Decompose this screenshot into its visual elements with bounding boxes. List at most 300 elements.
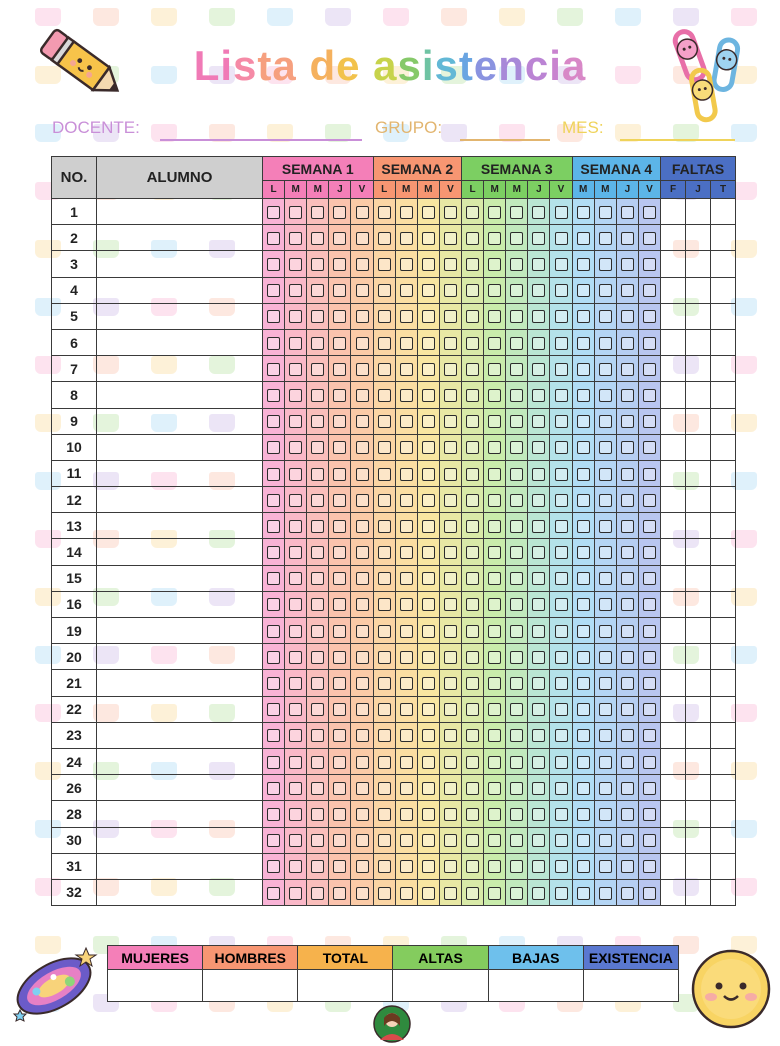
- attendance-checkbox[interactable]: [311, 703, 324, 716]
- attendance-checkbox[interactable]: [577, 546, 590, 559]
- student-name-cell[interactable]: [97, 801, 263, 827]
- attendance-checkbox[interactable]: [378, 258, 391, 271]
- attendance-checkbox[interactable]: [422, 206, 435, 219]
- attendance-checkbox[interactable]: [466, 206, 479, 219]
- attendance-checkbox[interactable]: [422, 782, 435, 795]
- attendance-checkbox[interactable]: [422, 520, 435, 533]
- faltas-cell[interactable]: [661, 827, 686, 853]
- attendance-checkbox[interactable]: [621, 546, 634, 559]
- attendance-checkbox[interactable]: [289, 232, 302, 245]
- student-name-cell[interactable]: [97, 408, 263, 434]
- attendance-checkbox[interactable]: [400, 310, 413, 323]
- attendance-checkbox[interactable]: [466, 258, 479, 271]
- attendance-checkbox[interactable]: [488, 258, 501, 271]
- attendance-checkbox[interactable]: [422, 808, 435, 821]
- attendance-checkbox[interactable]: [488, 860, 501, 873]
- attendance-checkbox[interactable]: [356, 598, 369, 611]
- attendance-checkbox[interactable]: [333, 782, 346, 795]
- attendance-checkbox[interactable]: [488, 232, 501, 245]
- attendance-checkbox[interactable]: [267, 494, 280, 507]
- attendance-checkbox[interactable]: [621, 389, 634, 402]
- attendance-checkbox[interactable]: [643, 441, 656, 454]
- attendance-checkbox[interactable]: [488, 494, 501, 507]
- attendance-checkbox[interactable]: [444, 729, 457, 742]
- faltas-cell[interactable]: [686, 251, 711, 277]
- attendance-checkbox[interactable]: [400, 808, 413, 821]
- attendance-checkbox[interactable]: [466, 808, 479, 821]
- attendance-checkbox[interactable]: [289, 441, 302, 454]
- attendance-checkbox[interactable]: [466, 834, 479, 847]
- attendance-checkbox[interactable]: [267, 756, 280, 769]
- attendance-checkbox[interactable]: [599, 206, 612, 219]
- attendance-checkbox[interactable]: [422, 494, 435, 507]
- attendance-checkbox[interactable]: [532, 860, 545, 873]
- attendance-checkbox[interactable]: [289, 756, 302, 769]
- attendance-checkbox[interactable]: [356, 625, 369, 638]
- attendance-checkbox[interactable]: [444, 232, 457, 245]
- faltas-cell[interactable]: [686, 329, 711, 355]
- attendance-checkbox[interactable]: [621, 860, 634, 873]
- attendance-checkbox[interactable]: [466, 703, 479, 716]
- attendance-checkbox[interactable]: [621, 625, 634, 638]
- attendance-checkbox[interactable]: [599, 677, 612, 690]
- attendance-checkbox[interactable]: [577, 572, 590, 585]
- attendance-checkbox[interactable]: [333, 206, 346, 219]
- attendance-checkbox[interactable]: [333, 258, 346, 271]
- attendance-checkbox[interactable]: [532, 703, 545, 716]
- attendance-checkbox[interactable]: [356, 468, 369, 481]
- attendance-checkbox[interactable]: [599, 834, 612, 847]
- student-name-cell[interactable]: [97, 460, 263, 486]
- attendance-checkbox[interactable]: [577, 756, 590, 769]
- attendance-checkbox[interactable]: [466, 860, 479, 873]
- attendance-checkbox[interactable]: [400, 651, 413, 664]
- attendance-checkbox[interactable]: [356, 782, 369, 795]
- attendance-checkbox[interactable]: [577, 729, 590, 742]
- faltas-cell[interactable]: [686, 303, 711, 329]
- attendance-checkbox[interactable]: [356, 310, 369, 323]
- attendance-checkbox[interactable]: [444, 625, 457, 638]
- attendance-checkbox[interactable]: [311, 520, 324, 533]
- attendance-checkbox[interactable]: [333, 677, 346, 690]
- attendance-checkbox[interactable]: [621, 415, 634, 428]
- attendance-checkbox[interactable]: [333, 625, 346, 638]
- attendance-checkbox[interactable]: [311, 468, 324, 481]
- attendance-checkbox[interactable]: [643, 363, 656, 376]
- attendance-checkbox[interactable]: [444, 887, 457, 900]
- faltas-cell[interactable]: [711, 670, 736, 696]
- attendance-checkbox[interactable]: [378, 860, 391, 873]
- attendance-checkbox[interactable]: [444, 363, 457, 376]
- attendance-checkbox[interactable]: [488, 729, 501, 742]
- attendance-checkbox[interactable]: [333, 284, 346, 297]
- attendance-checkbox[interactable]: [532, 284, 545, 297]
- attendance-checkbox[interactable]: [621, 337, 634, 350]
- attendance-checkbox[interactable]: [510, 441, 523, 454]
- attendance-checkbox[interactable]: [311, 363, 324, 376]
- attendance-checkbox[interactable]: [577, 834, 590, 847]
- attendance-checkbox[interactable]: [510, 284, 523, 297]
- attendance-checkbox[interactable]: [311, 337, 324, 350]
- attendance-checkbox[interactable]: [422, 651, 435, 664]
- faltas-cell[interactable]: [711, 879, 736, 905]
- attendance-checkbox[interactable]: [267, 651, 280, 664]
- attendance-checkbox[interactable]: [378, 703, 391, 716]
- attendance-checkbox[interactable]: [289, 494, 302, 507]
- faltas-cell[interactable]: [686, 539, 711, 565]
- attendance-checkbox[interactable]: [356, 834, 369, 847]
- attendance-checkbox[interactable]: [488, 468, 501, 481]
- faltas-cell[interactable]: [686, 748, 711, 774]
- faltas-cell[interactable]: [661, 487, 686, 513]
- attendance-checkbox[interactable]: [621, 441, 634, 454]
- attendance-checkbox[interactable]: [311, 598, 324, 611]
- attendance-checkbox[interactable]: [643, 572, 656, 585]
- attendance-checkbox[interactable]: [289, 363, 302, 376]
- attendance-checkbox[interactable]: [599, 415, 612, 428]
- faltas-cell[interactable]: [711, 722, 736, 748]
- attendance-checkbox[interactable]: [378, 389, 391, 402]
- attendance-checkbox[interactable]: [422, 441, 435, 454]
- attendance-checkbox[interactable]: [599, 337, 612, 350]
- faltas-cell[interactable]: [661, 303, 686, 329]
- attendance-checkbox[interactable]: [311, 887, 324, 900]
- attendance-checkbox[interactable]: [444, 598, 457, 611]
- attendance-checkbox[interactable]: [621, 887, 634, 900]
- student-name-cell[interactable]: [97, 853, 263, 879]
- attendance-checkbox[interactable]: [444, 284, 457, 297]
- attendance-checkbox[interactable]: [555, 703, 568, 716]
- attendance-checkbox[interactable]: [621, 834, 634, 847]
- attendance-checkbox[interactable]: [643, 729, 656, 742]
- attendance-checkbox[interactable]: [311, 415, 324, 428]
- attendance-checkbox[interactable]: [510, 389, 523, 402]
- attendance-checkbox[interactable]: [311, 808, 324, 821]
- attendance-checkbox[interactable]: [532, 572, 545, 585]
- student-name-cell[interactable]: [97, 513, 263, 539]
- attendance-checkbox[interactable]: [488, 520, 501, 533]
- mes-field[interactable]: [620, 139, 735, 141]
- attendance-checkbox[interactable]: [422, 232, 435, 245]
- student-name-cell[interactable]: [97, 356, 263, 382]
- attendance-checkbox[interactable]: [577, 232, 590, 245]
- attendance-checkbox[interactable]: [289, 834, 302, 847]
- faltas-cell[interactable]: [661, 251, 686, 277]
- attendance-checkbox[interactable]: [510, 415, 523, 428]
- attendance-checkbox[interactable]: [333, 494, 346, 507]
- attendance-checkbox[interactable]: [333, 703, 346, 716]
- attendance-checkbox[interactable]: [510, 729, 523, 742]
- attendance-checkbox[interactable]: [510, 232, 523, 245]
- attendance-checkbox[interactable]: [378, 363, 391, 376]
- attendance-checkbox[interactable]: [400, 782, 413, 795]
- attendance-checkbox[interactable]: [532, 415, 545, 428]
- attendance-checkbox[interactable]: [378, 441, 391, 454]
- attendance-checkbox[interactable]: [577, 415, 590, 428]
- attendance-checkbox[interactable]: [422, 572, 435, 585]
- attendance-checkbox[interactable]: [356, 703, 369, 716]
- attendance-checkbox[interactable]: [333, 415, 346, 428]
- attendance-checkbox[interactable]: [422, 389, 435, 402]
- faltas-cell[interactable]: [686, 356, 711, 382]
- attendance-checkbox[interactable]: [510, 756, 523, 769]
- attendance-checkbox[interactable]: [289, 860, 302, 873]
- attendance-checkbox[interactable]: [466, 651, 479, 664]
- faltas-cell[interactable]: [686, 513, 711, 539]
- attendance-checkbox[interactable]: [378, 546, 391, 559]
- attendance-checkbox[interactable]: [289, 808, 302, 821]
- attendance-checkbox[interactable]: [510, 651, 523, 664]
- faltas-cell[interactable]: [686, 277, 711, 303]
- faltas-cell[interactable]: [686, 644, 711, 670]
- attendance-checkbox[interactable]: [599, 232, 612, 245]
- student-name-cell[interactable]: [97, 277, 263, 303]
- faltas-cell[interactable]: [661, 329, 686, 355]
- attendance-checkbox[interactable]: [555, 441, 568, 454]
- attendance-checkbox[interactable]: [333, 598, 346, 611]
- attendance-checkbox[interactable]: [422, 625, 435, 638]
- attendance-checkbox[interactable]: [400, 494, 413, 507]
- attendance-checkbox[interactable]: [422, 834, 435, 847]
- attendance-checkbox[interactable]: [555, 834, 568, 847]
- faltas-cell[interactable]: [711, 539, 736, 565]
- faltas-cell[interactable]: [661, 408, 686, 434]
- attendance-checkbox[interactable]: [378, 494, 391, 507]
- attendance-checkbox[interactable]: [555, 468, 568, 481]
- attendance-checkbox[interactable]: [333, 520, 346, 533]
- attendance-checkbox[interactable]: [289, 468, 302, 481]
- faltas-cell[interactable]: [686, 199, 711, 225]
- attendance-checkbox[interactable]: [400, 468, 413, 481]
- attendance-checkbox[interactable]: [488, 572, 501, 585]
- attendance-checkbox[interactable]: [488, 363, 501, 376]
- attendance-checkbox[interactable]: [621, 677, 634, 690]
- attendance-checkbox[interactable]: [267, 808, 280, 821]
- attendance-checkbox[interactable]: [532, 651, 545, 664]
- attendance-checkbox[interactable]: [577, 468, 590, 481]
- attendance-checkbox[interactable]: [643, 677, 656, 690]
- attendance-checkbox[interactable]: [643, 625, 656, 638]
- attendance-checkbox[interactable]: [422, 677, 435, 690]
- faltas-cell[interactable]: [711, 329, 736, 355]
- attendance-checkbox[interactable]: [466, 782, 479, 795]
- attendance-checkbox[interactable]: [378, 206, 391, 219]
- attendance-checkbox[interactable]: [643, 834, 656, 847]
- faltas-cell[interactable]: [661, 199, 686, 225]
- faltas-cell[interactable]: [661, 460, 686, 486]
- faltas-cell[interactable]: [661, 277, 686, 303]
- attendance-checkbox[interactable]: [267, 598, 280, 611]
- attendance-checkbox[interactable]: [532, 389, 545, 402]
- attendance-checkbox[interactable]: [488, 887, 501, 900]
- attendance-checkbox[interactable]: [378, 284, 391, 297]
- attendance-checkbox[interactable]: [289, 258, 302, 271]
- faltas-cell[interactable]: [661, 513, 686, 539]
- attendance-checkbox[interactable]: [400, 258, 413, 271]
- attendance-checkbox[interactable]: [444, 703, 457, 716]
- attendance-checkbox[interactable]: [311, 494, 324, 507]
- attendance-checkbox[interactable]: [356, 232, 369, 245]
- student-name-cell[interactable]: [97, 879, 263, 905]
- attendance-checkbox[interactable]: [333, 756, 346, 769]
- attendance-checkbox[interactable]: [289, 572, 302, 585]
- attendance-checkbox[interactable]: [599, 729, 612, 742]
- attendance-checkbox[interactable]: [599, 808, 612, 821]
- summary-value-cell[interactable]: [298, 970, 393, 1002]
- faltas-cell[interactable]: [661, 539, 686, 565]
- faltas-cell[interactable]: [661, 644, 686, 670]
- attendance-checkbox[interactable]: [643, 782, 656, 795]
- attendance-checkbox[interactable]: [444, 389, 457, 402]
- attendance-checkbox[interactable]: [289, 729, 302, 742]
- faltas-cell[interactable]: [661, 382, 686, 408]
- attendance-checkbox[interactable]: [510, 887, 523, 900]
- attendance-checkbox[interactable]: [488, 756, 501, 769]
- attendance-checkbox[interactable]: [289, 625, 302, 638]
- attendance-checkbox[interactable]: [400, 389, 413, 402]
- attendance-checkbox[interactable]: [510, 258, 523, 271]
- attendance-checkbox[interactable]: [311, 441, 324, 454]
- attendance-checkbox[interactable]: [555, 415, 568, 428]
- attendance-checkbox[interactable]: [444, 415, 457, 428]
- attendance-checkbox[interactable]: [466, 389, 479, 402]
- attendance-checkbox[interactable]: [289, 677, 302, 690]
- attendance-checkbox[interactable]: [333, 887, 346, 900]
- attendance-checkbox[interactable]: [643, 598, 656, 611]
- attendance-checkbox[interactable]: [289, 782, 302, 795]
- attendance-checkbox[interactable]: [488, 441, 501, 454]
- attendance-checkbox[interactable]: [267, 415, 280, 428]
- faltas-cell[interactable]: [661, 853, 686, 879]
- attendance-checkbox[interactable]: [466, 729, 479, 742]
- faltas-cell[interactable]: [711, 775, 736, 801]
- faltas-cell[interactable]: [686, 434, 711, 460]
- faltas-cell[interactable]: [686, 382, 711, 408]
- attendance-checkbox[interactable]: [267, 860, 280, 873]
- attendance-checkbox[interactable]: [488, 651, 501, 664]
- faltas-cell[interactable]: [686, 696, 711, 722]
- attendance-checkbox[interactable]: [488, 625, 501, 638]
- faltas-cell[interactable]: [711, 225, 736, 251]
- attendance-checkbox[interactable]: [400, 441, 413, 454]
- faltas-cell[interactable]: [661, 879, 686, 905]
- attendance-checkbox[interactable]: [267, 441, 280, 454]
- faltas-cell[interactable]: [711, 513, 736, 539]
- attendance-checkbox[interactable]: [577, 677, 590, 690]
- attendance-checkbox[interactable]: [599, 389, 612, 402]
- attendance-checkbox[interactable]: [599, 887, 612, 900]
- faltas-cell[interactable]: [711, 408, 736, 434]
- attendance-checkbox[interactable]: [555, 651, 568, 664]
- attendance-checkbox[interactable]: [466, 337, 479, 350]
- attendance-checkbox[interactable]: [510, 677, 523, 690]
- attendance-checkbox[interactable]: [400, 860, 413, 873]
- attendance-checkbox[interactable]: [356, 651, 369, 664]
- attendance-checkbox[interactable]: [510, 363, 523, 376]
- attendance-checkbox[interactable]: [267, 729, 280, 742]
- attendance-checkbox[interactable]: [311, 651, 324, 664]
- attendance-checkbox[interactable]: [400, 729, 413, 742]
- attendance-checkbox[interactable]: [267, 363, 280, 376]
- attendance-checkbox[interactable]: [555, 546, 568, 559]
- faltas-cell[interactable]: [661, 748, 686, 774]
- faltas-cell[interactable]: [686, 618, 711, 644]
- attendance-checkbox[interactable]: [532, 441, 545, 454]
- attendance-checkbox[interactable]: [577, 808, 590, 821]
- student-name-cell[interactable]: [97, 329, 263, 355]
- attendance-checkbox[interactable]: [621, 310, 634, 323]
- attendance-checkbox[interactable]: [400, 363, 413, 376]
- attendance-checkbox[interactable]: [555, 520, 568, 533]
- attendance-checkbox[interactable]: [444, 782, 457, 795]
- attendance-checkbox[interactable]: [510, 834, 523, 847]
- attendance-checkbox[interactable]: [267, 546, 280, 559]
- attendance-checkbox[interactable]: [444, 808, 457, 821]
- attendance-checkbox[interactable]: [333, 546, 346, 559]
- attendance-checkbox[interactable]: [599, 651, 612, 664]
- faltas-cell[interactable]: [711, 618, 736, 644]
- attendance-checkbox[interactable]: [378, 625, 391, 638]
- attendance-checkbox[interactable]: [599, 598, 612, 611]
- attendance-checkbox[interactable]: [444, 834, 457, 847]
- attendance-checkbox[interactable]: [532, 363, 545, 376]
- attendance-checkbox[interactable]: [311, 258, 324, 271]
- attendance-checkbox[interactable]: [510, 546, 523, 559]
- attendance-checkbox[interactable]: [333, 808, 346, 821]
- attendance-checkbox[interactable]: [356, 258, 369, 271]
- attendance-checkbox[interactable]: [510, 598, 523, 611]
- attendance-checkbox[interactable]: [289, 598, 302, 611]
- attendance-checkbox[interactable]: [532, 782, 545, 795]
- student-name-cell[interactable]: [97, 225, 263, 251]
- attendance-checkbox[interactable]: [333, 337, 346, 350]
- attendance-checkbox[interactable]: [599, 546, 612, 559]
- attendance-checkbox[interactable]: [333, 441, 346, 454]
- attendance-checkbox[interactable]: [444, 310, 457, 323]
- faltas-cell[interactable]: [711, 251, 736, 277]
- attendance-checkbox[interactable]: [333, 363, 346, 376]
- attendance-checkbox[interactable]: [378, 310, 391, 323]
- attendance-checkbox[interactable]: [643, 860, 656, 873]
- attendance-checkbox[interactable]: [577, 703, 590, 716]
- attendance-checkbox[interactable]: [333, 310, 346, 323]
- attendance-checkbox[interactable]: [643, 232, 656, 245]
- attendance-checkbox[interactable]: [599, 494, 612, 507]
- attendance-checkbox[interactable]: [422, 363, 435, 376]
- attendance-checkbox[interactable]: [621, 258, 634, 271]
- attendance-checkbox[interactable]: [289, 389, 302, 402]
- attendance-checkbox[interactable]: [466, 494, 479, 507]
- attendance-checkbox[interactable]: [488, 546, 501, 559]
- attendance-checkbox[interactable]: [532, 598, 545, 611]
- attendance-checkbox[interactable]: [555, 677, 568, 690]
- attendance-checkbox[interactable]: [444, 860, 457, 873]
- attendance-checkbox[interactable]: [488, 206, 501, 219]
- attendance-checkbox[interactable]: [510, 808, 523, 821]
- attendance-checkbox[interactable]: [267, 310, 280, 323]
- attendance-checkbox[interactable]: [488, 337, 501, 350]
- attendance-checkbox[interactable]: [422, 415, 435, 428]
- attendance-checkbox[interactable]: [577, 284, 590, 297]
- attendance-checkbox[interactable]: [378, 834, 391, 847]
- attendance-checkbox[interactable]: [333, 834, 346, 847]
- faltas-cell[interactable]: [711, 303, 736, 329]
- attendance-checkbox[interactable]: [577, 520, 590, 533]
- attendance-checkbox[interactable]: [555, 284, 568, 297]
- attendance-checkbox[interactable]: [621, 284, 634, 297]
- faltas-cell[interactable]: [686, 487, 711, 513]
- attendance-checkbox[interactable]: [466, 232, 479, 245]
